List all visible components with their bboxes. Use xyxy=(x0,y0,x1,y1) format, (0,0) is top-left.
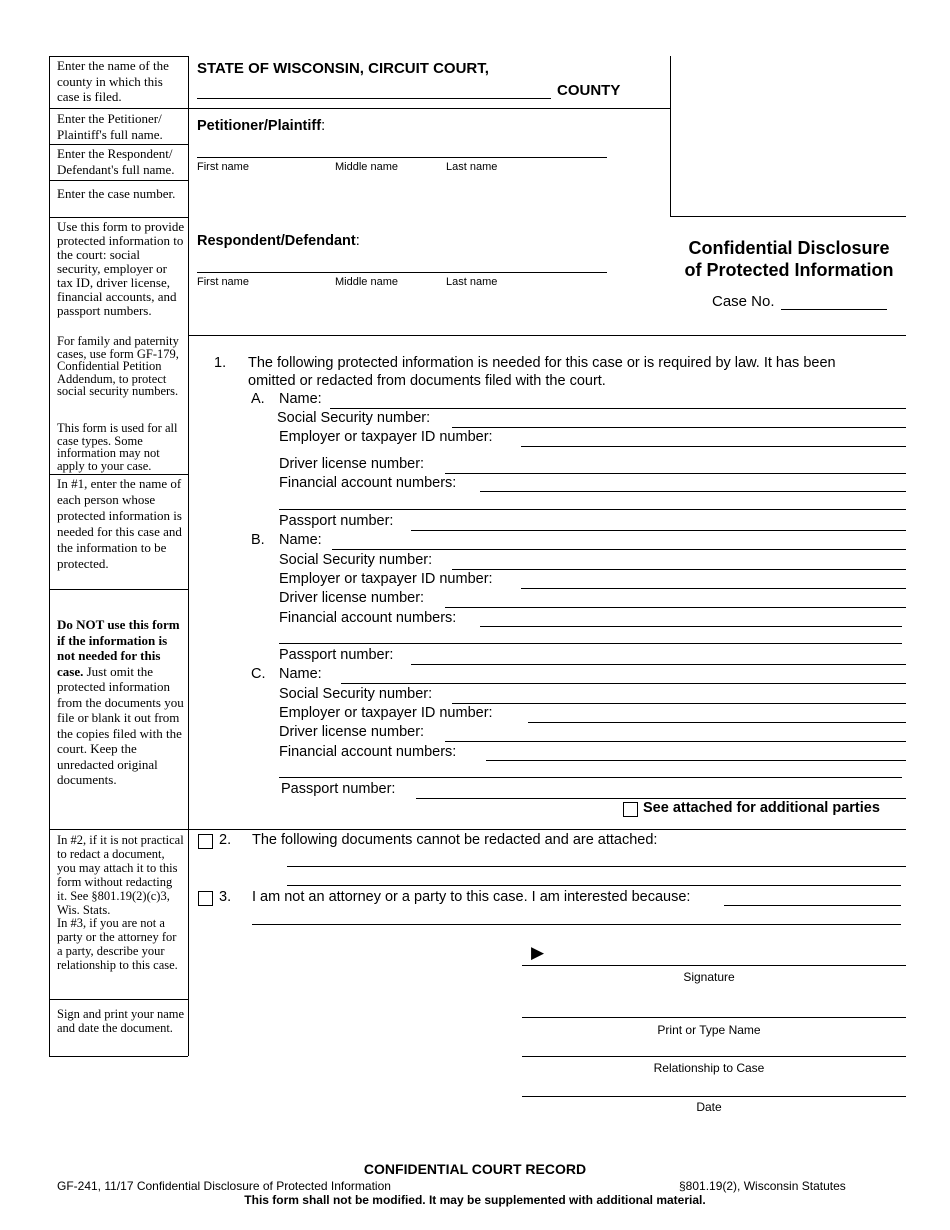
party-c-ein-label: Employer or taxpayer ID number: xyxy=(279,705,493,721)
case-number-label: Case No. xyxy=(712,293,775,310)
sidebar-note-county: Enter the name of the county in which this case is filed. xyxy=(57,58,169,104)
party-b-passport-field[interactable] xyxy=(411,664,906,665)
relationship-field[interactable] xyxy=(522,1056,906,1057)
caption-divider xyxy=(188,108,670,109)
item2-top-rule xyxy=(188,829,906,830)
party-c-fin-label: Financial account numbers: xyxy=(279,744,457,760)
form-title-line1: Confidential Disclosure xyxy=(688,238,890,258)
petitioner-label xyxy=(197,118,325,134)
party-a-fin-field[interactable] xyxy=(480,491,906,492)
court-title: STATE OF WISCONSIN, CIRCUIT COURT, xyxy=(197,60,489,77)
respondent-last-name-caption: Last name xyxy=(446,276,498,288)
petitioner-label-text: Petitioner/Plaintiff xyxy=(197,118,322,134)
party-c-dl-label: Driver license number: xyxy=(279,724,425,740)
date-label: Date xyxy=(696,1100,722,1114)
form-title-line2: of Protected Information xyxy=(684,260,894,280)
footer-statute: §801.19(2), Wisconsin Statutes xyxy=(679,1179,846,1193)
item3-interest-field[interactable] xyxy=(724,905,901,906)
sidebar-note-petitioner: Enter the Petitioner/ Plaintiff's full name. xyxy=(57,111,163,142)
county-label: COUNTY xyxy=(557,82,621,99)
print-name-field[interactable] xyxy=(522,1017,906,1018)
see-attached-checkbox[interactable] xyxy=(623,802,638,817)
petitioner-first-name-caption: First name xyxy=(197,161,249,173)
item2-documents-field-1[interactable] xyxy=(287,866,906,867)
party-b-letter: B. xyxy=(251,532,265,548)
party-c-letter: C. xyxy=(251,666,266,682)
party-c-ssn-label: Social Security number: xyxy=(279,686,433,702)
sidebar-note-family-a: For family and paternity cases, use form GF-179, Confidential Petition Addendum, to protect social security numbers. xyxy=(57,334,179,398)
party-b-fin-field[interactable] xyxy=(480,626,902,627)
party-a-fin-field-2[interactable] xyxy=(279,509,906,510)
party-c-name-label: Name: xyxy=(279,666,322,682)
item3-checkbox[interactable] xyxy=(198,891,213,906)
party-a-ssn-label: Social Security number: xyxy=(277,410,431,426)
petitioner-middle-name-caption: Middle name xyxy=(335,161,398,173)
party-a-fin-label: Financial account numbers: xyxy=(279,475,457,491)
party-a-ssn-field[interactable] xyxy=(452,427,906,428)
respondent-label xyxy=(197,233,360,249)
caption-box-bottom xyxy=(670,216,906,217)
party-b-fin-label: Financial account numbers: xyxy=(279,610,457,626)
party-b-ein-field[interactable] xyxy=(521,588,906,589)
sidebar-note-use: Use this form to provide protected information to the court: social security, employer or tax ID, driver license, financial accounts, and passport numbers. xyxy=(57,219,185,318)
see-attached-label: See attached for additional parties xyxy=(643,800,880,816)
caption-right-rule xyxy=(670,56,671,216)
item1-number: 1. xyxy=(214,355,227,371)
party-c-ssn-field[interactable] xyxy=(452,703,906,704)
footer-form-id: GF-241, 11/17 Confidential Disclosure of Protected Information xyxy=(57,1179,391,1193)
respondent-label-text: Respondent/Defendant xyxy=(197,233,356,249)
party-a-passport-field[interactable] xyxy=(411,530,906,531)
print-name-label: Print or Type Name xyxy=(657,1023,761,1037)
respondent-first-name-caption: First name xyxy=(197,276,249,288)
party-a-ein-field[interactable] xyxy=(521,446,906,447)
sidebar-note-item2: In #2, if it is not practical to redact a document, you may attach it to this form without redacting it. See §801.19(2)(c)3, Wis. Stats. xyxy=(57,833,184,917)
party-c-passport-label: Passport number: xyxy=(281,781,396,797)
party-b-dl-label: Driver license number: xyxy=(279,590,425,606)
petitioner-last-name-caption: Last name xyxy=(446,161,498,173)
signature-arrow-icon: ▶ xyxy=(531,943,545,962)
item3-text: I am not an attorney or a party to this case. I am interested because: xyxy=(252,889,691,905)
form-title xyxy=(672,237,906,281)
party-c-passport-field[interactable] xyxy=(416,798,906,799)
sidebar-note-item1: In #1, enter the name of each person whose protected information is needed for this case and the information to be protected. xyxy=(57,476,182,571)
party-a-name-label: Name: xyxy=(279,391,322,407)
case-number-field[interactable] xyxy=(781,309,887,310)
caption-bottom-rule xyxy=(188,335,906,336)
party-b-ssn-label: Social Security number: xyxy=(279,552,433,568)
sidebar-note-sign: Sign and print your name and date the document. xyxy=(57,1007,185,1035)
sidebar-note-donot-bold: Do NOT use this form if the information is not needed for this case. xyxy=(57,617,180,679)
party-b-ssn-field[interactable] xyxy=(452,569,906,570)
party-b-fin-field-2[interactable] xyxy=(279,643,902,644)
item2-number: 2. xyxy=(219,832,232,848)
party-a-letter: A. xyxy=(251,391,265,407)
item3-interest-field-2[interactable] xyxy=(252,924,901,925)
petitioner-colon: : xyxy=(321,118,326,134)
footer-record-title: CONFIDENTIAL COURT RECORD xyxy=(363,1161,587,1177)
respondent-colon: : xyxy=(355,233,360,249)
item2-documents-field-2[interactable] xyxy=(287,885,901,886)
item2-text: The following documents cannot be redacted and are attached: xyxy=(252,832,658,848)
petitioner-name-field[interactable] xyxy=(197,157,607,158)
respondent-name-field[interactable] xyxy=(197,272,607,273)
party-a-passport-label: Passport number: xyxy=(279,513,394,529)
sidebar-note-donot xyxy=(57,617,185,788)
party-c-fin-field[interactable] xyxy=(486,760,906,761)
relationship-label: Relationship to Case xyxy=(653,1061,765,1075)
party-a-dl-field[interactable] xyxy=(445,473,906,474)
item1-text-line2: omitted or redacted from documents filed with the court. xyxy=(248,373,606,389)
signature-label: Signature xyxy=(683,970,735,984)
signature-field[interactable] xyxy=(522,965,906,966)
party-c-name-field[interactable] xyxy=(341,683,906,684)
date-field[interactable] xyxy=(522,1096,906,1097)
party-a-ein-label: Employer or taxpayer ID number: xyxy=(279,429,493,445)
sidebar-note-family-b: This form is used for all case types. Some information may not apply to your case. xyxy=(57,421,178,473)
sidebar-note-item3: In #3, if you are not a party or the attorney for a party, describe your relationship to this case. xyxy=(57,916,178,972)
party-b-name-field[interactable] xyxy=(332,549,906,550)
sidebar-note-respondent: Enter the Respondent/ Defendant's full name. xyxy=(57,146,175,177)
respondent-middle-name-caption: Middle name xyxy=(335,276,398,288)
sidebar-note-case-number: Enter the case number. xyxy=(57,186,176,201)
party-b-dl-field[interactable] xyxy=(445,607,906,608)
party-c-fin-field-2[interactable] xyxy=(279,777,902,778)
party-b-name-label: Name: xyxy=(279,532,322,548)
footer-notice: This form shall not be modified. It may be supplemented with additional material. xyxy=(244,1193,706,1207)
county-field[interactable] xyxy=(197,98,551,99)
party-c-dl-field[interactable] xyxy=(445,741,906,742)
item2-checkbox[interactable] xyxy=(198,834,213,849)
party-b-ein-label: Employer or taxpayer ID number: xyxy=(279,571,493,587)
item1-text-line1: The following protected information is needed for this case or is required by law. It has been xyxy=(248,355,836,371)
item3-number: 3. xyxy=(219,889,232,905)
sidebar-note-donot-rest: Just omit the protected information from the documents you file or blank it out from the copies filed with the court. Keep the unredacted original documents. xyxy=(57,663,184,787)
party-c-ein-field[interactable] xyxy=(528,722,906,723)
party-a-dl-label: Driver license number: xyxy=(279,456,425,472)
party-a-name-field[interactable] xyxy=(330,408,906,409)
party-b-passport-label: Passport number: xyxy=(279,647,394,663)
